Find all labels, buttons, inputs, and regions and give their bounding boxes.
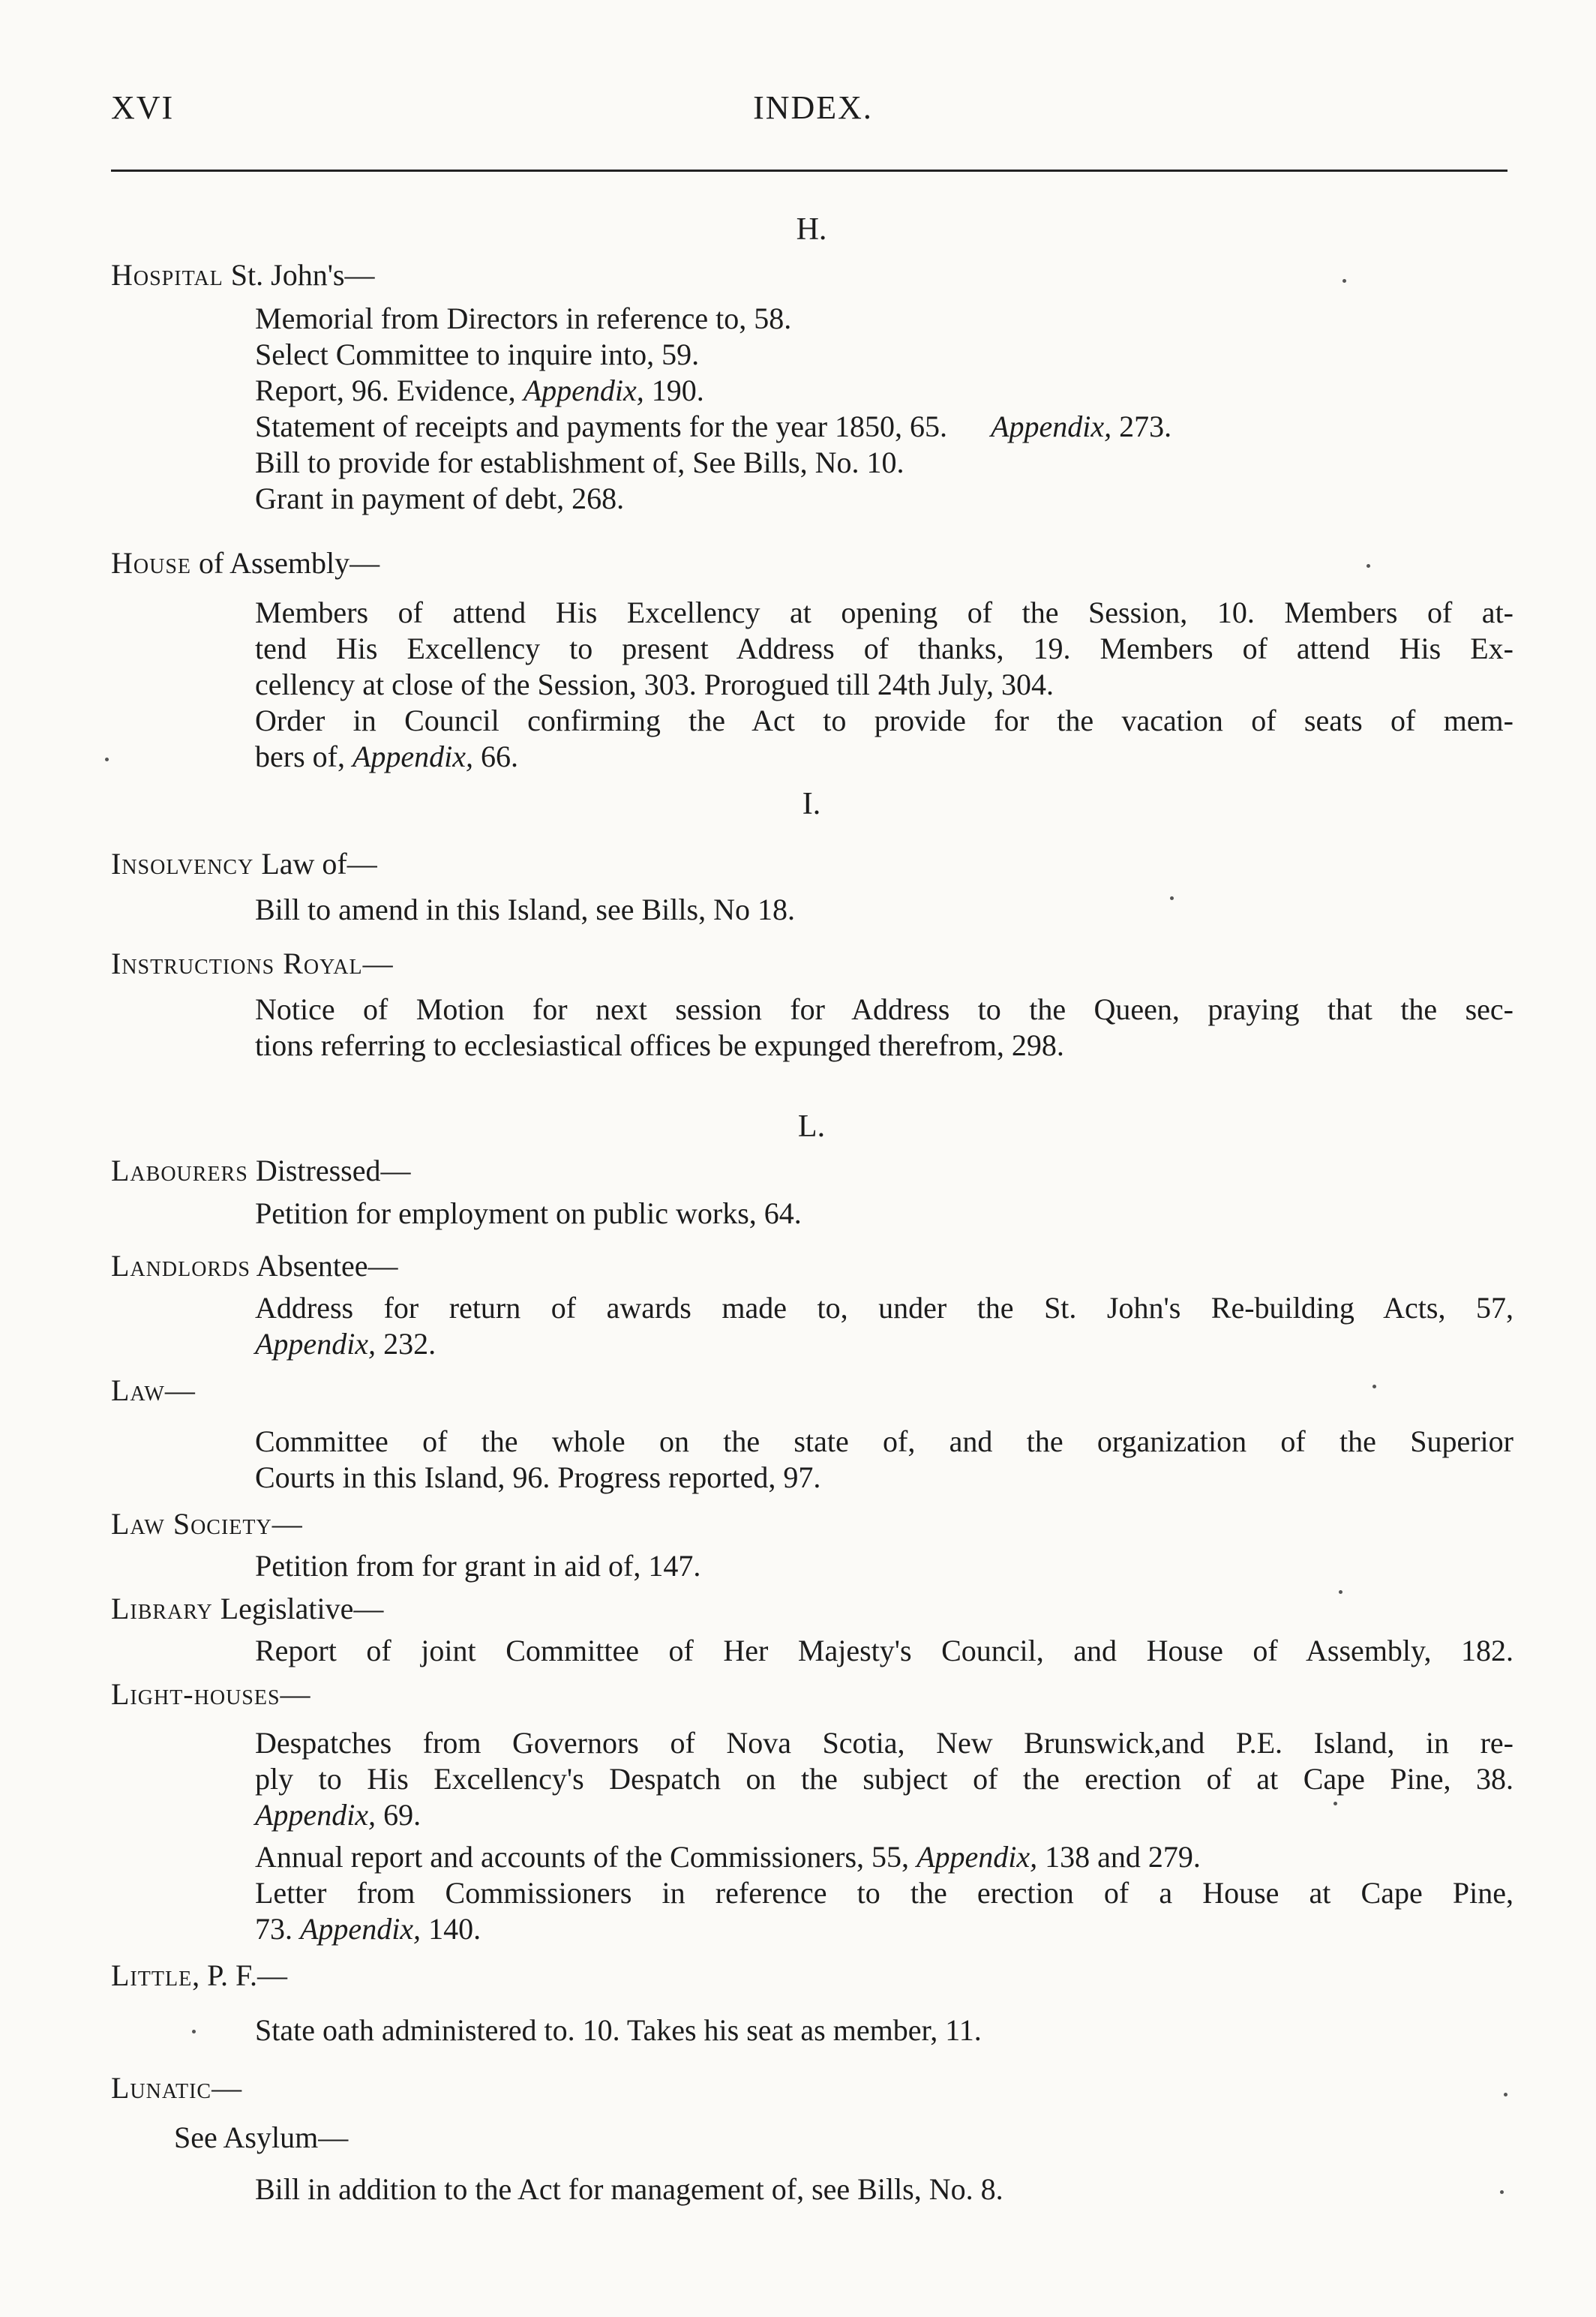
entry-head-main: Labourers [111,1154,248,1187]
entry-head-law [111,1373,195,1408]
entry-line: tions referring to ecclesiastical offices be expunged therefrom, 298. [255,1028,1064,1062]
appendix-ref: Appendix, [916,1840,1038,1874]
entry-head-rest: Distressed— [248,1154,411,1187]
entry-head-insolvency [111,846,377,881]
page-title: INDEX. [753,89,873,126]
header-rule [111,170,1508,172]
entry-head-rest: Absentee— [250,1249,398,1283]
entry-text: 66. [473,740,519,773]
entry-text: 190. [644,374,704,407]
entry-head-law-society [111,1506,302,1541]
print-speck [1504,2093,1508,2096]
entry-head-main: Lunatic [111,2071,212,2105]
entry-head-rest: — [212,2071,242,2105]
entry-line: Despatches from Governors of Nova Scotia, New Brunswick,and P.E. Island, in re- [255,1726,1514,1760]
entry-line: Order in Council confirming the Act to provide for the vacation of seats of mem- [255,704,1514,737]
running-head [0,89,1596,134]
entry-text: 69. [376,1798,422,1832]
entry-head-rest: — [280,1677,310,1711]
entry-head-main: Instructions Royal [111,947,363,980]
print-speck [1500,2190,1504,2194]
entry-line: ply to His Excellency's Despatch on the subject of the erection of at Cape Pine, 38. [255,1762,1514,1796]
entry-head-rest: St. John's— [223,258,375,292]
section-letter-h: H. [796,212,827,247]
entry-line: Letter from Commissioners in reference to the erection of a House at Cape Pine, [255,1876,1514,1910]
entry-line: tend His Excellency to present Address of thanks, 19. Members of attend His Ex- [255,632,1514,665]
entry-head-little [111,1958,287,1993]
entry-line [255,1797,421,1833]
appendix-ref: Appendix, [991,410,1112,443]
entry-head-rest: , P. F.— [192,1958,288,1992]
appendix-ref: Appendix, [300,1912,422,1946]
entry-line: Bill to amend in this Island, see Bills, No 18. [255,893,795,926]
section-letter-i: I. [802,787,821,821]
entry-head-library [111,1591,383,1626]
entry-head-lighthouses [111,1676,310,1712]
entry-head-main: Hospital [111,258,224,292]
entry-text: 138 and 279. [1037,1840,1201,1874]
entry-head-main: Insolvency [111,847,254,881]
entry-text: 273. [1112,410,1172,443]
print-speck [1342,279,1346,283]
entry-head-main: House [111,546,192,580]
entry-line: Grant in payment of debt, 268. [255,482,625,515]
print-speck [1372,1385,1376,1388]
entry-head-rest: — [272,1507,302,1541]
page-number: XVI [111,89,175,126]
print-speck [105,758,109,761]
entry-line [255,373,704,409]
entry-head-rest: of Assembly— [191,546,380,580]
entry-line: Courts in this Island, 96. Progress reported, 97. [255,1460,821,1494]
appendix-ref: Appendix, [523,374,644,407]
entry-head-labourers [111,1153,410,1188]
entry-text: 232. [376,1327,436,1361]
entry-line: Petition from for grant in aid of, 147. [255,1549,701,1583]
entry-head-house [111,545,380,581]
appendix-ref: Appendix, [255,1798,376,1832]
entry-line: Members of attend His Excellency at opening of the Session, 10. Members of at- [255,596,1514,629]
entry-head-rest: Law of— [254,847,377,881]
entry-text: bers of, [255,740,352,773]
entry-text: 73. [255,1912,300,1946]
entry-text: Report, 96. Evidence, [255,374,524,407]
entry-head-rest: — [362,947,393,980]
print-speck [192,2030,196,2033]
print-speck [1366,564,1370,568]
entry-head-hospital [111,257,374,293]
entry-text: 140. [421,1912,482,1946]
print-speck [1170,896,1174,900]
entry-line: Notice of Motion for next session for Address to the Queen, praying that the sec- [255,992,1514,1026]
entry-line: Bill in addition to the Act for management of, see Bills, No. 8. [255,2172,1004,2206]
section-letter-l: L. [797,1109,826,1144]
entry-line [255,409,1172,445]
entry-head-main: Library [111,1592,213,1625]
entry-head-lunatic [111,2070,242,2105]
entry-line: Bill to provide for establishment of, See Bills, No. 10. [255,446,904,479]
entry-head-rest: — [164,1373,195,1407]
entry-line: cellency at close of the Session, 303. Prorogued till 24th July, 304. [255,668,1054,701]
entry-line: Memorial from Directors in reference to, 58. [255,302,792,335]
entry-line: State oath administered to. 10. Takes his seat as member, 11. [255,2013,982,2047]
entry-head-main: Law [111,1373,165,1407]
print-speck [1334,1802,1337,1805]
print-speck [1339,1590,1342,1594]
entry-line: Address for return of awards made to, under the St. John's Re-building Acts, 57, [255,1291,1514,1325]
entry-line: Select Committee to inquire into, 59. [255,338,700,371]
entry-head-main: Little [111,1958,193,1992]
entry-line: Petition for employment on public works, 64. [255,1196,802,1230]
entry-text: Annual report and accounts of the Commissioners, 55, [255,1840,917,1874]
entry-line [255,1839,1201,1875]
appendix-ref: Appendix, [255,1327,376,1361]
entry-head-main: Landlords [111,1249,250,1283]
entry-line [255,1326,436,1362]
entry-head-rest: Legislative— [212,1592,384,1625]
entry-line: Committee of the whole on the state of, and the organization of the Superior [255,1424,1514,1458]
appendix-ref: Appendix, [352,740,474,773]
entry-head-main: Law Society [111,1507,272,1541]
entry-head-instructions [111,946,393,981]
entry-text: Statement of receipts and payments for the year 1850, 65. [255,410,948,443]
entry-line [255,1911,481,1947]
entry-head-landlords [111,1248,398,1283]
entry-head-main: Light-houses [111,1677,280,1711]
entry-line [255,739,518,775]
entry-line: Report of joint Committee of Her Majesty's Council, and House of Assembly, 182. [255,1634,1514,1667]
cross-reference: See Asylum— [174,2120,349,2154]
